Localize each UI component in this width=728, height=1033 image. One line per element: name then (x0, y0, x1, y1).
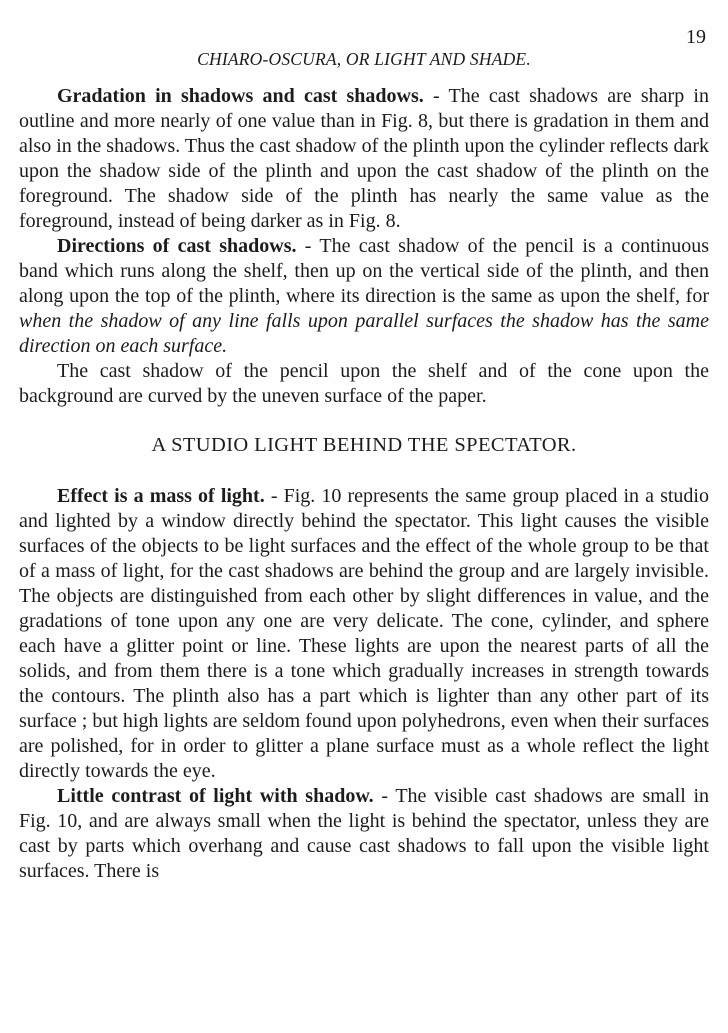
lead-separator: - (373, 785, 396, 807)
paragraph-gradation (19, 84, 709, 234)
lead-separator: - (423, 85, 449, 107)
paragraph-curved-shadows (19, 359, 709, 409)
italic-principle-phrase: when the shadow of any line falls upon parallel surfaces the shadow has the same direction on each surface. (19, 310, 709, 357)
lead-separator: - (296, 235, 320, 257)
running-head: CHIARO-OSCURA, OR LIGHT AND SHADE. (197, 49, 531, 69)
paragraph-effect-mass-of-light (19, 484, 709, 784)
paragraph-lead: Directions of cast shadows. (57, 235, 297, 257)
paragraph-lead: Effect is a mass of light. (57, 485, 265, 507)
paragraph-lead: Gradation in shadows and cast shadows. (57, 85, 424, 107)
lead-separator: - (264, 485, 284, 507)
paragraph-text: The cast shadow of the pencil upon the shelf and of the cone upon the background are curved by the uneven surface of the paper. (19, 360, 709, 407)
page-number: 19 (686, 26, 706, 48)
paragraph-directions (19, 234, 709, 359)
section-heading: A STUDIO LIGHT BEHIND THE SPECTATOR. (151, 434, 577, 456)
paragraph-text: The visible cast shadows are small in Fig. 10, and are always small when the light is behind the spectator, unless they are cast by parts which overhang and cause cast shadows to fall upon the visible light surfaces. There is (19, 785, 709, 882)
paragraph-text: The cast shadows are sharp in outline and more nearly of one value than in Fig. 8, but there is gradation in them and also in the shadows. Thus the cast shadow of the plinth upon the cylinder reflects dark upon the shadow side of the plinth and upon the cast shadow of the plinth on the foreground. The shadow side of the plinth has nearly the same value as the foreground, instead of being darker as in Fig. 8. (19, 85, 709, 232)
paragraph-text: Fig. 10 represents the same group placed in a studio and lighted by a window directly behind the spectator. This light causes the visible surfaces of the objects to be light surfaces and the effect of the whole group to be that of a mass of light, for the cast shadows are behind the group and are largely invisible. The objects are distinguished from each other by slight differences in value, and the gradations of tone upon any one are very delicate. The cone, cylinder, and sphere each have a glitter point or line. These lights are upon the nearest parts of all the solids, and from them there is a tone which gradually increases in strength towards the contours. The plinth also has a part which is lighter than any other part of its surface ; but high lights are seldom found upon polyhedrons, even when their surfaces are polished, for in order to glitter a plane surface must as a whole reflect the light directly towards the eye. (19, 485, 709, 782)
paragraph-text: The cast shadow of the pencil is a continuous band which runs along the shelf, then up on the vertical side of the plinth, and then along upon the top of the plinth, where its direction is the same as upon the shelf, for (19, 235, 709, 307)
text-column (19, 84, 709, 884)
paragraph-little-contrast (19, 784, 709, 884)
paragraph-lead: Little contrast of light with shadow. (57, 785, 374, 807)
